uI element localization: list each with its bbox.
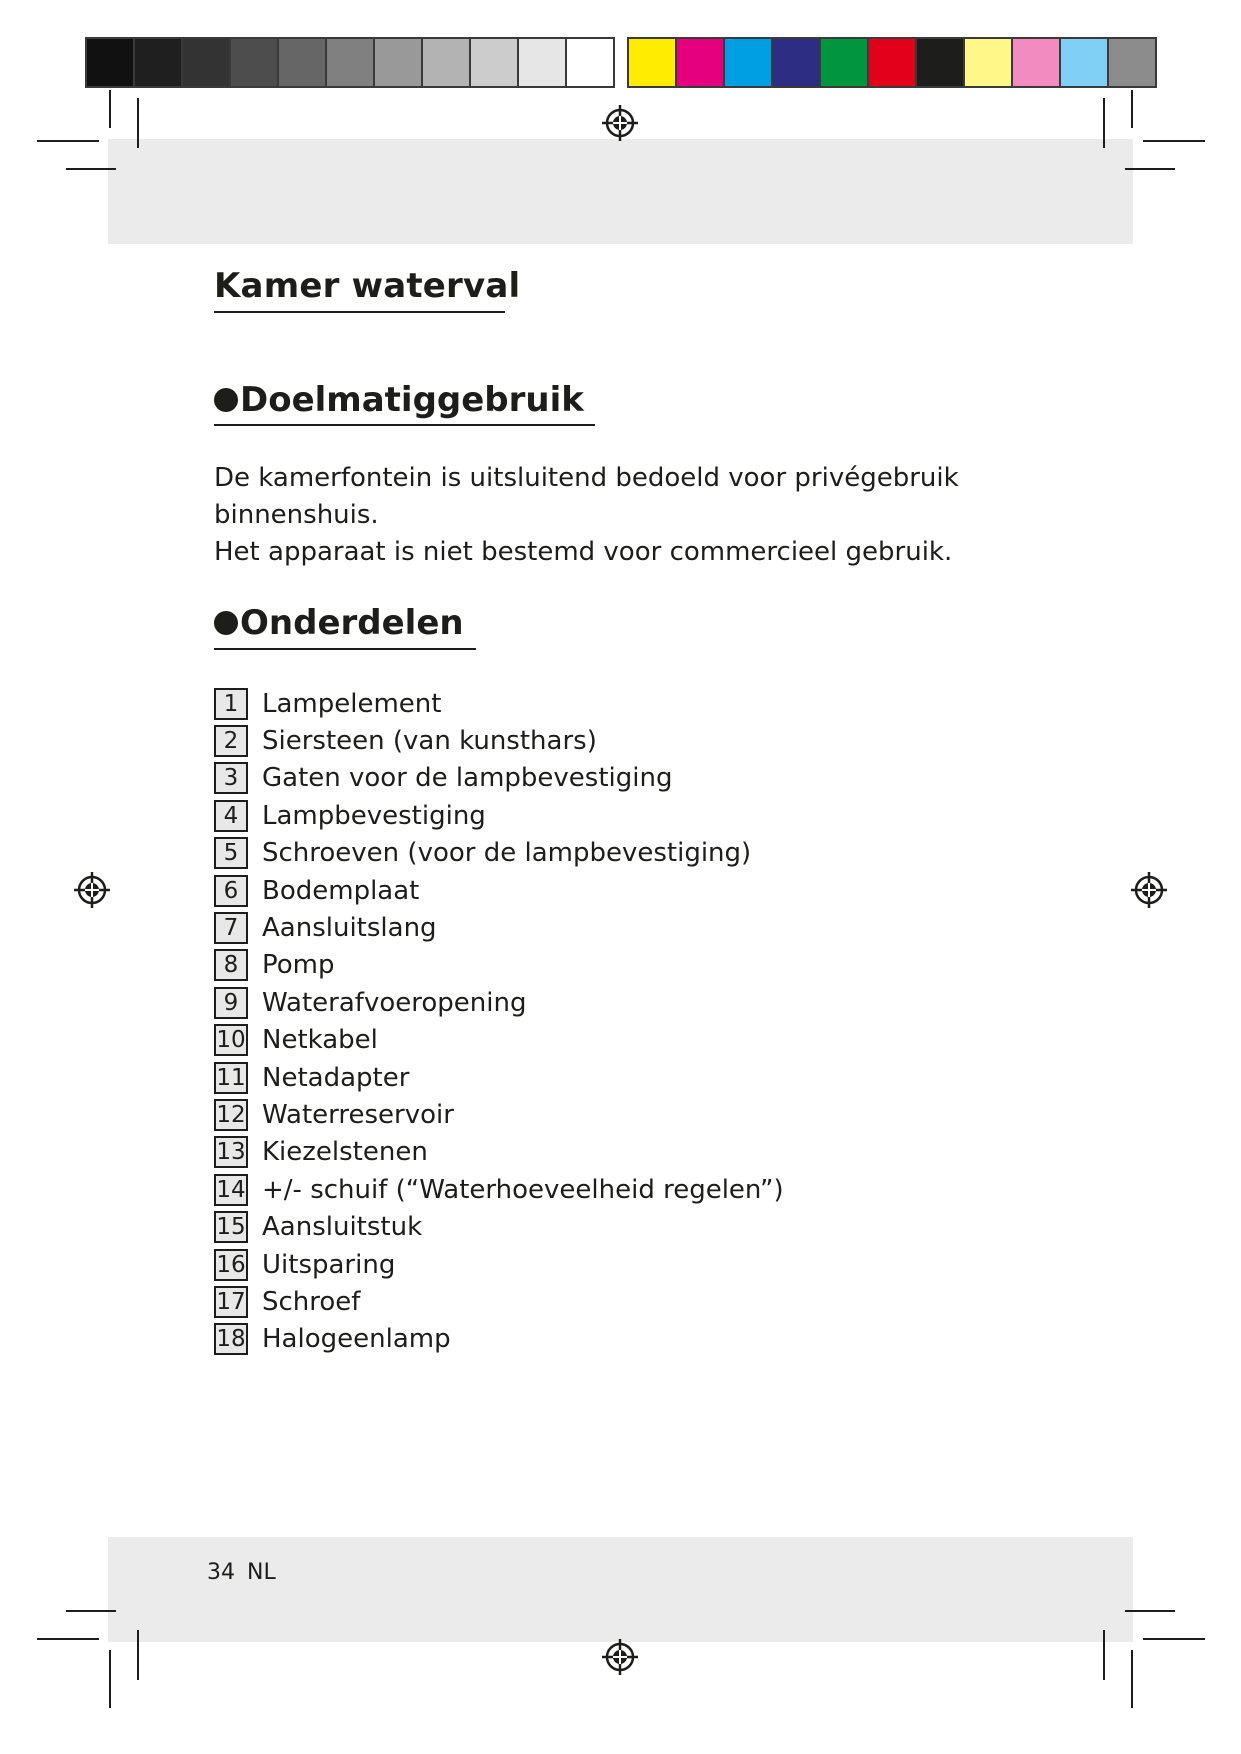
title-underline <box>214 311 505 313</box>
color-swatch <box>917 39 965 86</box>
color-swatch <box>1013 39 1061 86</box>
grayscale-calibration-bar <box>85 37 615 88</box>
crop-mark <box>137 1630 139 1680</box>
registration-mark-icon <box>72 870 112 910</box>
list-item <box>214 722 784 759</box>
list-item <box>214 947 784 984</box>
part-number: 16 <box>214 1249 248 1281</box>
section-heading-text: Doelmatiggebruik <box>240 380 584 420</box>
section-underline <box>214 648 476 650</box>
intended-use-paragraph <box>214 460 1074 571</box>
list-item <box>214 1283 784 1320</box>
gray-swatch <box>183 39 231 86</box>
crop-mark <box>1131 90 1133 128</box>
part-label: Bodemplaat <box>262 875 420 906</box>
registration-mark-icon <box>1129 870 1169 910</box>
crop-mark <box>1103 98 1105 148</box>
gray-swatch <box>471 39 519 86</box>
registration-mark-icon <box>600 1637 640 1677</box>
part-number: 6 <box>214 875 248 907</box>
part-label: +/- schuif (“Waterhoeveelheid regelen”) <box>262 1174 784 1205</box>
part-number: 10 <box>214 1024 248 1056</box>
part-label: Aansluitstuk <box>262 1212 423 1243</box>
part-number: 18 <box>214 1323 248 1355</box>
list-item <box>214 1134 784 1171</box>
list-item <box>214 872 784 909</box>
list-item <box>214 1246 784 1283</box>
bullet-icon <box>214 388 238 412</box>
color-swatch <box>1109 39 1155 86</box>
part-label: Schroef <box>262 1286 361 1317</box>
part-label: Schroeven (voor de lampbevestiging) <box>262 838 752 869</box>
part-label: Waterreservoir <box>262 1099 454 1130</box>
color-swatch <box>821 39 869 86</box>
part-label: Lampbevestiging <box>262 800 486 831</box>
part-number: 8 <box>214 949 248 981</box>
gray-swatch <box>519 39 567 86</box>
part-label: Pomp <box>262 950 335 981</box>
part-number: 15 <box>214 1211 248 1243</box>
page-number: 34 <box>207 1560 235 1585</box>
part-label: Gaten voor de lampbevestiging <box>262 763 673 794</box>
part-number: 2 <box>214 725 248 757</box>
crop-mark <box>66 1610 116 1612</box>
page-title: Kamer waterval <box>214 266 521 306</box>
gray-swatch <box>327 39 375 86</box>
crop-mark <box>109 90 111 128</box>
crop-mark <box>1103 1630 1105 1680</box>
part-number: 1 <box>214 688 248 720</box>
list-item <box>214 1059 784 1096</box>
parts-list <box>214 685 784 1358</box>
gray-swatch <box>87 39 135 86</box>
color-swatch <box>725 39 773 86</box>
list-item <box>214 1022 784 1059</box>
crop-mark <box>1143 140 1205 142</box>
crop-mark <box>109 1650 111 1708</box>
list-item <box>214 1171 784 1208</box>
section-heading-text: Onderdelen <box>240 603 464 643</box>
part-label: Lampelement <box>262 688 442 719</box>
part-number: 13 <box>214 1136 248 1168</box>
color-swatch <box>965 39 1013 86</box>
gray-swatch <box>375 39 423 86</box>
list-item <box>214 1321 784 1358</box>
color-swatch <box>869 39 917 86</box>
gray-swatch <box>135 39 183 86</box>
color-swatch <box>1061 39 1109 86</box>
part-number: 17 <box>214 1286 248 1318</box>
section-heading-parts <box>214 603 464 643</box>
list-item <box>214 1208 784 1245</box>
crop-mark <box>37 140 99 142</box>
color-swatch <box>629 39 677 86</box>
gray-swatch <box>423 39 471 86</box>
color-swatch <box>677 39 725 86</box>
page-footer <box>207 1560 288 1585</box>
list-item <box>214 835 784 872</box>
header-band <box>108 139 1133 244</box>
color-calibration-bar <box>627 37 1157 88</box>
part-label: Netadapter <box>262 1062 410 1093</box>
bullet-icon <box>214 611 238 635</box>
part-number: 7 <box>214 912 248 944</box>
crop-mark <box>137 98 139 148</box>
registration-mark-icon <box>600 103 640 143</box>
list-item <box>214 909 784 946</box>
part-number: 3 <box>214 762 248 794</box>
list-item <box>214 1096 784 1133</box>
part-number: 12 <box>214 1099 248 1131</box>
part-label: Uitsparing <box>262 1249 396 1280</box>
section-underline <box>214 424 595 426</box>
crop-mark <box>37 1638 99 1640</box>
part-label: Siersteen (van kunsthars) <box>262 726 597 757</box>
crop-mark <box>1125 168 1175 170</box>
paragraph-line: Het apparaat is niet bestemd voor commercieel gebruik. <box>214 537 953 567</box>
part-label: Aansluitslang <box>262 913 437 944</box>
color-swatch <box>773 39 821 86</box>
part-number: 5 <box>214 837 248 869</box>
crop-mark <box>1125 1610 1175 1612</box>
part-number: 4 <box>214 800 248 832</box>
crop-mark <box>66 168 116 170</box>
part-number: 9 <box>214 987 248 1019</box>
part-label: Kiezelstenen <box>262 1137 428 1168</box>
language-code: NL <box>247 1560 276 1585</box>
list-item <box>214 797 784 834</box>
part-number: 14 <box>214 1174 248 1206</box>
list-item <box>214 984 784 1021</box>
part-label: Netkabel <box>262 1025 378 1056</box>
gray-swatch <box>567 39 613 86</box>
part-label: Waterafvoeropening <box>262 987 527 1018</box>
gray-swatch <box>279 39 327 86</box>
paragraph-line: De kamerfontein is uitsluitend bedoeld voor privégebruik binnenshuis. <box>214 463 959 530</box>
part-number: 11 <box>214 1062 248 1094</box>
footer-band <box>108 1537 1133 1642</box>
crop-mark <box>1131 1650 1133 1708</box>
crop-mark <box>1143 1638 1205 1640</box>
section-heading-intended-use <box>214 380 584 420</box>
list-item <box>214 760 784 797</box>
part-label: Halogeenlamp <box>262 1324 451 1355</box>
list-item <box>214 685 784 722</box>
gray-swatch <box>231 39 279 86</box>
